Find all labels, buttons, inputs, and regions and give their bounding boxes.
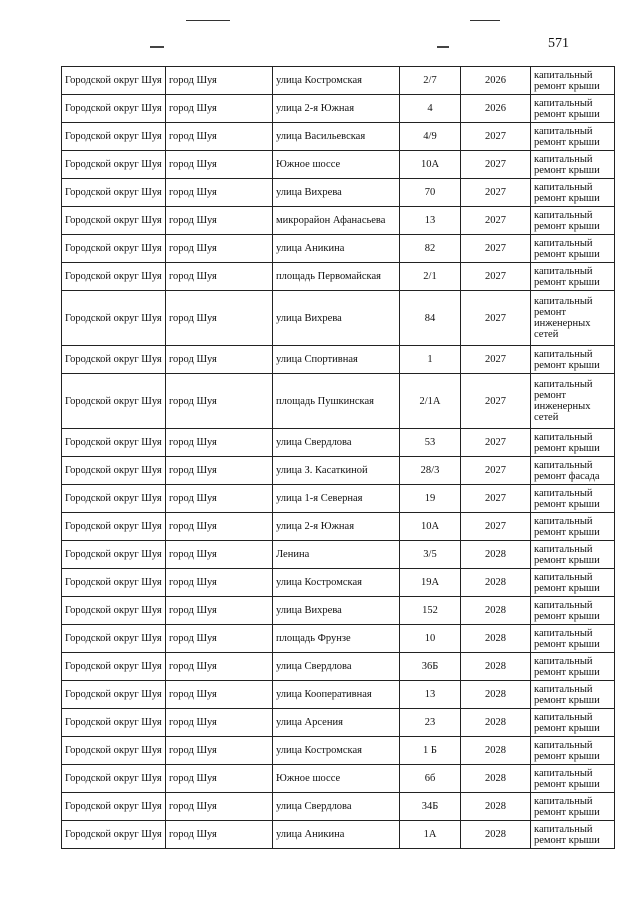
year-cell: 2027 bbox=[461, 235, 531, 263]
table-row bbox=[62, 95, 615, 123]
table-row bbox=[62, 709, 615, 737]
header-dash-right bbox=[437, 46, 449, 48]
street-cell: площадь Фрунзе bbox=[273, 625, 400, 653]
city-cell: город Шуя bbox=[166, 179, 273, 207]
district-cell: Городской округ Шуя bbox=[62, 123, 166, 151]
year-cell: 2026 bbox=[461, 67, 531, 95]
year-cell: 2027 bbox=[461, 429, 531, 457]
house-number-cell: 70 bbox=[400, 179, 461, 207]
table-row bbox=[62, 737, 615, 765]
table-row bbox=[62, 625, 615, 653]
work-type-cell: капитальный ремонт крыши bbox=[531, 569, 615, 597]
district-cell: Городской округ Шуя bbox=[62, 151, 166, 179]
year-cell: 2028 bbox=[461, 709, 531, 737]
district-cell: Городской округ Шуя bbox=[62, 709, 166, 737]
table-row bbox=[62, 569, 615, 597]
district-cell: Городской округ Шуя bbox=[62, 346, 166, 374]
table-row bbox=[62, 429, 615, 457]
year-cell: 2028 bbox=[461, 625, 531, 653]
city-cell: город Шуя bbox=[166, 597, 273, 625]
city-cell: город Шуя bbox=[166, 513, 273, 541]
work-type-cell: капитальный ремонт крыши bbox=[531, 151, 615, 179]
header-rule-right bbox=[470, 20, 500, 21]
year-cell: 2027 bbox=[461, 123, 531, 151]
city-cell: город Шуя bbox=[166, 263, 273, 291]
district-cell: Городской округ Шуя bbox=[62, 235, 166, 263]
street-cell: улица Вихрева bbox=[273, 179, 400, 207]
city-cell: город Шуя bbox=[166, 569, 273, 597]
district-cell: Городской округ Шуя bbox=[62, 541, 166, 569]
district-cell: Городской округ Шуя bbox=[62, 737, 166, 765]
house-number-cell: 3/5 bbox=[400, 541, 461, 569]
district-cell: Городской округ Шуя bbox=[62, 821, 166, 849]
district-cell: Городской округ Шуя bbox=[62, 207, 166, 235]
work-type-cell: капитальный ремонт крыши bbox=[531, 67, 615, 95]
year-cell: 2028 bbox=[461, 821, 531, 849]
district-cell: Городской округ Шуя bbox=[62, 485, 166, 513]
year-cell: 2027 bbox=[461, 263, 531, 291]
table-row bbox=[62, 513, 615, 541]
work-type-cell: капитальный ремонт крыши bbox=[531, 597, 615, 625]
street-cell: улица Вихрева bbox=[273, 597, 400, 625]
street-cell: микрорайон Афанасьева bbox=[273, 207, 400, 235]
street-cell: улица Кооперативная bbox=[273, 681, 400, 709]
year-cell: 2028 bbox=[461, 569, 531, 597]
district-cell: Городской округ Шуя bbox=[62, 374, 166, 429]
work-type-cell: капитальный ремонт крыши bbox=[531, 709, 615, 737]
district-cell: Городской округ Шуя bbox=[62, 625, 166, 653]
work-type-cell: капитальный ремонт фасада bbox=[531, 457, 615, 485]
work-type-cell: капитальный ремонт крыши bbox=[531, 485, 615, 513]
street-cell: Южное шоссе bbox=[273, 151, 400, 179]
work-type-cell: капитальный ремонт крыши bbox=[531, 653, 615, 681]
work-type-cell: капитальный ремонт инженерных сетей bbox=[531, 291, 615, 346]
street-cell: Южное шоссе bbox=[273, 765, 400, 793]
table-row bbox=[62, 485, 615, 513]
work-type-cell: капитальный ремонт крыши bbox=[531, 821, 615, 849]
year-cell: 2027 bbox=[461, 291, 531, 346]
table-body bbox=[62, 67, 615, 849]
city-cell: город Шуя bbox=[166, 765, 273, 793]
city-cell: город Шуя bbox=[166, 235, 273, 263]
street-cell: улица Костромская bbox=[273, 569, 400, 597]
city-cell: город Шуя bbox=[166, 625, 273, 653]
house-number-cell: 1А bbox=[400, 821, 461, 849]
table-row bbox=[62, 67, 615, 95]
table-row bbox=[62, 793, 615, 821]
page-number: 571 bbox=[548, 36, 569, 51]
work-type-cell: капитальный ремонт крыши bbox=[531, 765, 615, 793]
city-cell: город Шуя bbox=[166, 346, 273, 374]
year-cell: 2028 bbox=[461, 597, 531, 625]
house-number-cell: 2/1А bbox=[400, 374, 461, 429]
table-row bbox=[62, 235, 615, 263]
district-cell: Городской округ Шуя bbox=[62, 569, 166, 597]
street-cell: улица Васильевская bbox=[273, 123, 400, 151]
year-cell: 2027 bbox=[461, 485, 531, 513]
work-type-cell: капитальный ремонт крыши bbox=[531, 625, 615, 653]
street-cell: Ленина bbox=[273, 541, 400, 569]
house-number-cell: 1 Б bbox=[400, 737, 461, 765]
work-type-cell: капитальный ремонт крыши bbox=[531, 346, 615, 374]
house-number-cell: 53 bbox=[400, 429, 461, 457]
house-number-cell: 82 bbox=[400, 235, 461, 263]
street-cell: улица Аникина bbox=[273, 235, 400, 263]
table-row bbox=[62, 541, 615, 569]
table-row bbox=[62, 681, 615, 709]
house-number-cell: 34Б bbox=[400, 793, 461, 821]
street-cell: улица Костромская bbox=[273, 737, 400, 765]
table-row bbox=[62, 346, 615, 374]
district-cell: Городской округ Шуя bbox=[62, 179, 166, 207]
work-type-cell: капитальный ремонт крыши bbox=[531, 793, 615, 821]
city-cell: город Шуя bbox=[166, 374, 273, 429]
table-row bbox=[62, 263, 615, 291]
district-cell: Городской округ Шуя bbox=[62, 765, 166, 793]
district-cell: Городской округ Шуя bbox=[62, 597, 166, 625]
street-cell: улица Аникина bbox=[273, 821, 400, 849]
city-cell: город Шуя bbox=[166, 485, 273, 513]
year-cell: 2028 bbox=[461, 737, 531, 765]
district-cell: Городской округ Шуя bbox=[62, 457, 166, 485]
header-dash-left bbox=[150, 46, 164, 48]
work-type-cell: капитальный ремонт крыши bbox=[531, 263, 615, 291]
house-number-cell: 10А bbox=[400, 151, 461, 179]
year-cell: 2028 bbox=[461, 681, 531, 709]
city-cell: город Шуя bbox=[166, 95, 273, 123]
year-cell: 2027 bbox=[461, 179, 531, 207]
work-type-cell: капитальный ремонт крыши bbox=[531, 179, 615, 207]
district-cell: Городской округ Шуя bbox=[62, 95, 166, 123]
house-number-cell: 6б bbox=[400, 765, 461, 793]
year-cell: 2027 bbox=[461, 457, 531, 485]
city-cell: город Шуя bbox=[166, 681, 273, 709]
city-cell: город Шуя bbox=[166, 207, 273, 235]
table-row bbox=[62, 179, 615, 207]
city-cell: город Шуя bbox=[166, 737, 273, 765]
work-type-cell: капитальный ремонт крыши bbox=[531, 541, 615, 569]
work-type-cell: капитальный ремонт крыши bbox=[531, 737, 615, 765]
house-number-cell: 10А bbox=[400, 513, 461, 541]
table-row bbox=[62, 457, 615, 485]
street-cell: улица 2-я Южная bbox=[273, 513, 400, 541]
work-type-cell: капитальный ремонт крыши bbox=[531, 123, 615, 151]
street-cell: улица Свердлова bbox=[273, 653, 400, 681]
street-cell: улица Арсения bbox=[273, 709, 400, 737]
year-cell: 2027 bbox=[461, 207, 531, 235]
street-cell: улица 2-я Южная bbox=[273, 95, 400, 123]
table-row bbox=[62, 653, 615, 681]
table-row bbox=[62, 207, 615, 235]
work-type-cell: капитальный ремонт крыши bbox=[531, 681, 615, 709]
house-number-cell: 4 bbox=[400, 95, 461, 123]
city-cell: город Шуя bbox=[166, 429, 273, 457]
city-cell: город Шуя bbox=[166, 653, 273, 681]
street-cell: улица Свердлова bbox=[273, 793, 400, 821]
house-number-cell: 2/7 bbox=[400, 67, 461, 95]
district-cell: Городской округ Шуя bbox=[62, 67, 166, 95]
house-number-cell: 84 bbox=[400, 291, 461, 346]
city-cell: город Шуя bbox=[166, 821, 273, 849]
house-number-cell: 1 bbox=[400, 346, 461, 374]
table-row bbox=[62, 291, 615, 346]
work-type-cell: капитальный ремонт крыши bbox=[531, 95, 615, 123]
year-cell: 2028 bbox=[461, 541, 531, 569]
table-row bbox=[62, 151, 615, 179]
house-number-cell: 28/3 bbox=[400, 457, 461, 485]
house-number-cell: 2/1 bbox=[400, 263, 461, 291]
city-cell: город Шуя bbox=[166, 541, 273, 569]
street-cell: улица Спортивная bbox=[273, 346, 400, 374]
house-number-cell: 19А bbox=[400, 569, 461, 597]
street-cell: улица Костромская bbox=[273, 67, 400, 95]
city-cell: город Шуя bbox=[166, 67, 273, 95]
year-cell: 2026 bbox=[461, 95, 531, 123]
city-cell: город Шуя bbox=[166, 151, 273, 179]
year-cell: 2028 bbox=[461, 793, 531, 821]
repair-schedule-table bbox=[61, 66, 615, 849]
district-cell: Городской округ Шуя bbox=[62, 291, 166, 346]
year-cell: 2027 bbox=[461, 374, 531, 429]
house-number-cell: 36Б bbox=[400, 653, 461, 681]
district-cell: Городской округ Шуя bbox=[62, 793, 166, 821]
city-cell: город Шуя bbox=[166, 709, 273, 737]
house-number-cell: 10 bbox=[400, 625, 461, 653]
house-number-cell: 152 bbox=[400, 597, 461, 625]
district-cell: Городской округ Шуя bbox=[62, 513, 166, 541]
city-cell: город Шуя bbox=[166, 793, 273, 821]
house-number-cell: 13 bbox=[400, 207, 461, 235]
street-cell: площадь Первомайская bbox=[273, 263, 400, 291]
table-row bbox=[62, 821, 615, 849]
district-cell: Городской округ Шуя bbox=[62, 681, 166, 709]
year-cell: 2027 bbox=[461, 513, 531, 541]
city-cell: город Шуя bbox=[166, 291, 273, 346]
work-type-cell: капитальный ремонт крыши bbox=[531, 513, 615, 541]
street-cell: площадь Пушкинская bbox=[273, 374, 400, 429]
work-type-cell: капитальный ремонт крыши bbox=[531, 235, 615, 263]
table-row bbox=[62, 374, 615, 429]
city-cell: город Шуя bbox=[166, 123, 273, 151]
work-type-cell: капитальный ремонт крыши bbox=[531, 429, 615, 457]
district-cell: Городской округ Шуя bbox=[62, 653, 166, 681]
house-number-cell: 19 bbox=[400, 485, 461, 513]
header-rule-left bbox=[186, 20, 230, 21]
year-cell: 2028 bbox=[461, 653, 531, 681]
year-cell: 2027 bbox=[461, 151, 531, 179]
street-cell: улица Вихрева bbox=[273, 291, 400, 346]
table-row bbox=[62, 597, 615, 625]
district-cell: Городской округ Шуя bbox=[62, 263, 166, 291]
year-cell: 2028 bbox=[461, 765, 531, 793]
work-type-cell: капитальный ремонт крыши bbox=[531, 207, 615, 235]
street-cell: улица 1-я Северная bbox=[273, 485, 400, 513]
work-type-cell: капитальный ремонт инженерных сетей bbox=[531, 374, 615, 429]
city-cell: город Шуя bbox=[166, 457, 273, 485]
year-cell: 2027 bbox=[461, 346, 531, 374]
house-number-cell: 23 bbox=[400, 709, 461, 737]
street-cell: улица З. Касаткиной bbox=[273, 457, 400, 485]
house-number-cell: 4/9 bbox=[400, 123, 461, 151]
house-number-cell: 13 bbox=[400, 681, 461, 709]
table-row bbox=[62, 765, 615, 793]
district-cell: Городской округ Шуя bbox=[62, 429, 166, 457]
table-row bbox=[62, 123, 615, 151]
street-cell: улица Свердлова bbox=[273, 429, 400, 457]
